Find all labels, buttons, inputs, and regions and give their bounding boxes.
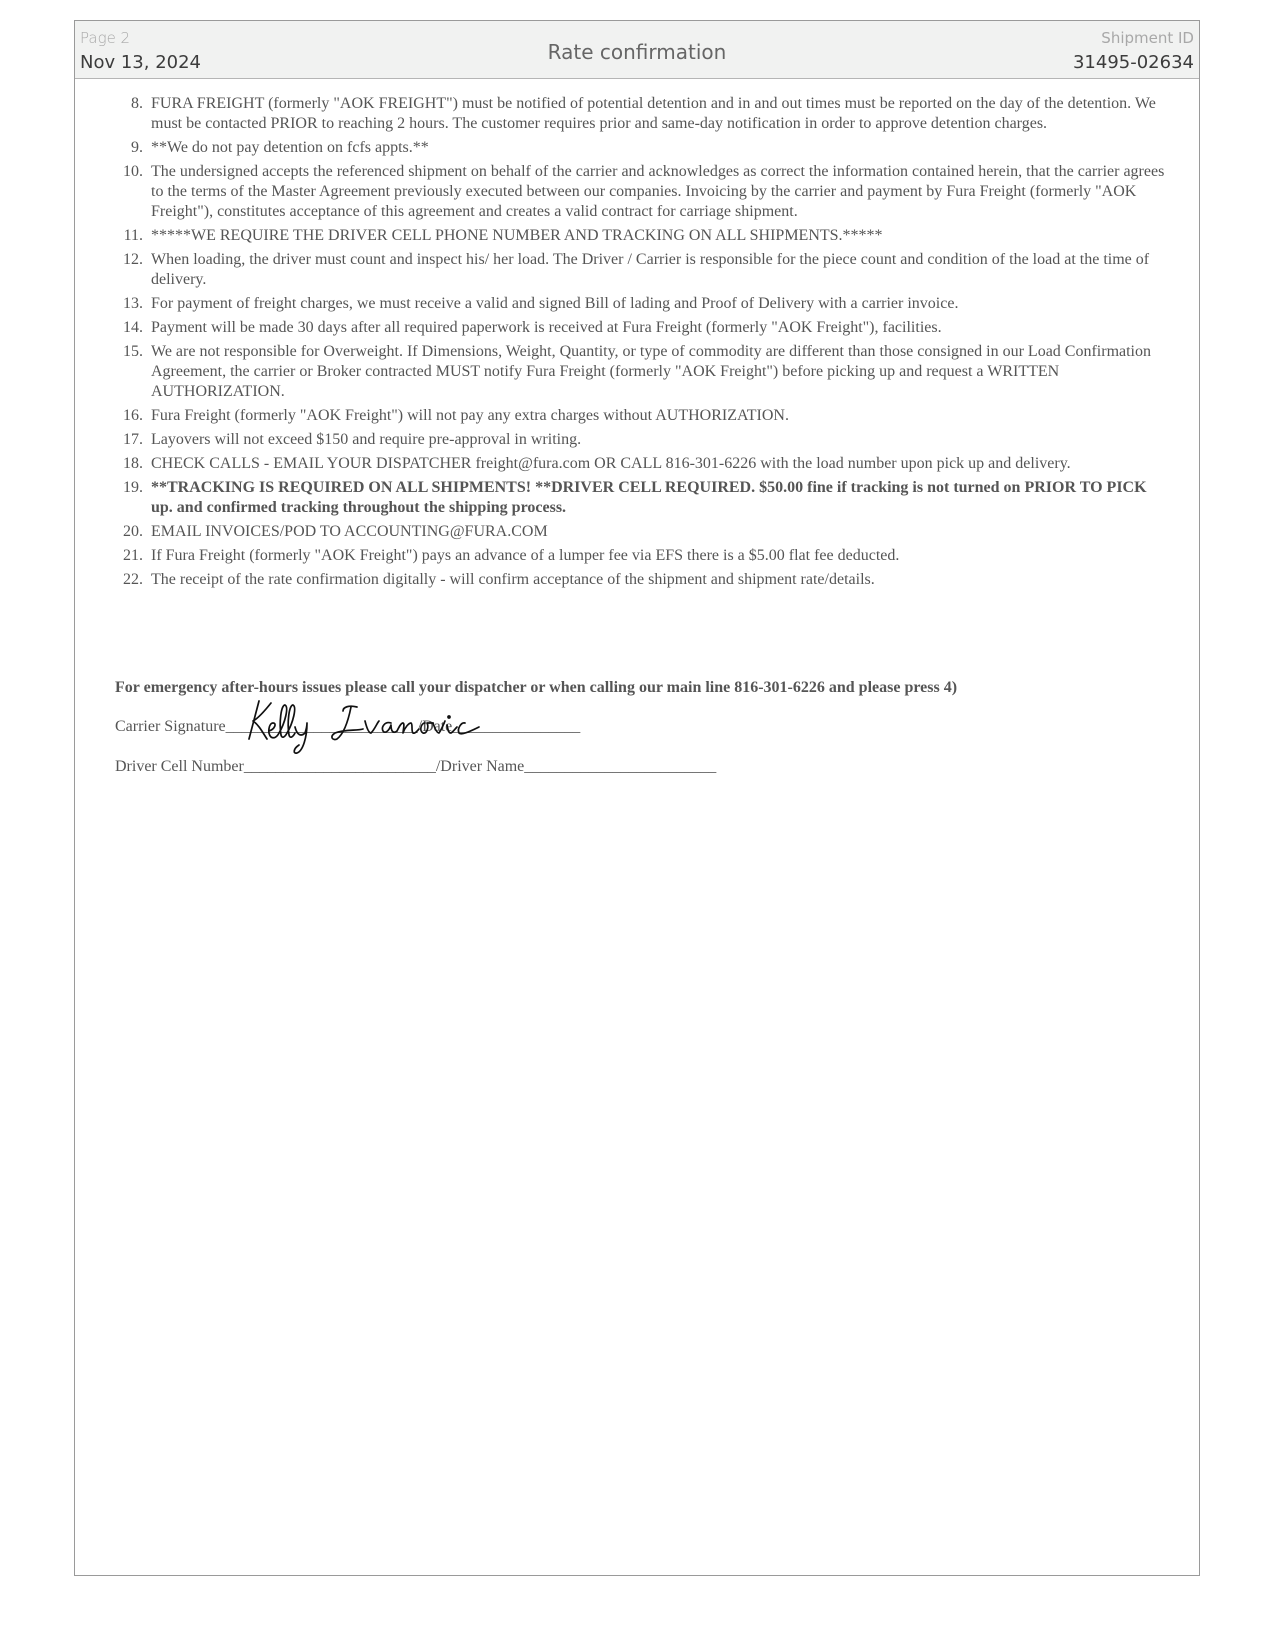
shipment-id-label: Shipment ID — [1101, 29, 1194, 47]
term-item — [115, 318, 1165, 338]
term-text: The receipt of the rate confirmation digitally - will confirm acceptance of the shipment and shipment rate/details. — [151, 571, 875, 588]
term-number: 22. — [123, 571, 143, 588]
term-text: Layovers will not exceed $150 and require pre-approval in writing. — [151, 431, 582, 448]
page-frame — [74, 20, 1200, 1576]
term-number: 18. — [123, 455, 143, 472]
terms-list — [115, 94, 1165, 594]
driver-info-row — [115, 758, 716, 776]
document-title: Rate confirmation — [547, 40, 727, 64]
page-number: Page 2 — [80, 29, 131, 47]
term-number: 11. — [123, 227, 143, 244]
date-line: ________________ — [452, 718, 581, 735]
term-text: **TRACKING IS REQUIRED ON ALL SHIPMENTS! **DRIVER CELL REQUIRED. $50.00 fine if tracking is not turned on PRIOR TO PICK up. and confirmed tracking throughout the shipping process. — [151, 479, 1147, 516]
term-item — [115, 430, 1165, 450]
term-item — [115, 546, 1165, 566]
driver-name-line: ________________________ — [524, 758, 717, 775]
term-item — [115, 478, 1165, 518]
carrier-signature-label: Carrier Signature — [115, 718, 226, 735]
term-item — [115, 522, 1165, 542]
term-text: Fura Freight (formerly "AOK Freight") will not pay any extra charges without AUTHORIZATION. — [151, 407, 789, 424]
term-number: 19. — [123, 479, 143, 496]
term-item — [115, 294, 1165, 314]
term-item — [115, 570, 1165, 590]
term-item — [115, 162, 1165, 222]
term-item — [115, 94, 1165, 134]
term-number: 13. — [123, 295, 143, 312]
term-item — [115, 406, 1165, 426]
driver-cell-label: Driver Cell Number — [115, 758, 244, 775]
term-text: For payment of freight charges, we must receive a valid and signed Bill of lading and Proof of Delivery with a carrier invoice. — [151, 295, 959, 312]
term-text: Payment will be made 30 days after all required paperwork is received at Fura Freight (formerly "AOK Freight"), facilities. — [151, 319, 942, 336]
term-item — [115, 454, 1165, 474]
term-number: 21. — [123, 547, 143, 564]
term-number: 8. — [131, 95, 143, 112]
term-text: FURA FREIGHT (formerly "AOK FREIGHT") must be notified of potential detention and in and out times must be reported on the day of the detention. We must be contacted PRIOR to reaching 2 hours. The customer requires prior and same-day notification in order to approve detention charges. — [151, 95, 1156, 132]
term-item — [115, 250, 1165, 290]
date-label: /Date — [417, 718, 453, 735]
term-number: 10. — [123, 163, 143, 180]
term-text: If Fura Freight (formerly "AOK Freight") pays an advance of a lumper fee via EFS there is a $5.00 flat fee deducted. — [151, 547, 900, 564]
term-number: 9. — [131, 139, 143, 156]
driver-name-label: /Driver Name — [435, 758, 525, 775]
term-number: 16. — [123, 407, 143, 424]
term-number: 17. — [123, 431, 143, 448]
term-text: *****WE REQUIRE THE DRIVER CELL PHONE NUMBER AND TRACKING ON ALL SHIPMENTS.***** — [151, 227, 883, 244]
page-header — [75, 21, 1199, 79]
shipment-id: 31495-02634 — [1072, 52, 1194, 73]
term-item — [115, 138, 1165, 158]
term-item — [115, 342, 1165, 402]
term-number: 14. — [123, 319, 143, 336]
carrier-signature-line: ________________________ — [225, 718, 418, 735]
term-number: 20. — [123, 523, 143, 540]
handwritten-signature — [245, 693, 495, 755]
term-item — [115, 226, 1165, 246]
document-date: Nov 13, 2024 — [80, 52, 202, 73]
term-text: We are not responsible for Overweight. If Dimensions, Weight, Quantity, or type of commodity are different than those consigned in our Load Confirmation Agreement, the carrier or Broker contracted MUST notify Fura Freight (formerly "AOK Freight") before picking up and request a WRITTEN AUTHORIZATION. — [151, 343, 1151, 400]
term-text: When loading, the driver must count and inspect his/ her load. The Driver / Carrier is responsible for the piece count and condition of the load at the time of delivery. — [151, 251, 1150, 288]
term-text: CHECK CALLS - EMAIL YOUR DISPATCHER freight@fura.com OR CALL 816-301-6226 with the load number upon pick up and delivery. — [151, 455, 1071, 472]
term-number: 15. — [123, 343, 143, 360]
term-number: 12. — [123, 251, 143, 268]
emergency-note: For emergency after-hours issues please call your dispatcher or when calling our main line 816-301-6226 and please press 4) — [115, 679, 958, 696]
term-text: The undersigned accepts the referenced shipment on behalf of the carrier and acknowledges as correct the information contained herein, that the carrier agrees to the terms of the Master Agreement previously executed between our companies. Invoicing by the carrier and payment by Fura Freight (formerly "AOK Freight"), constitutes acceptance of this agreement and creates a valid contract for carriage shipment. — [151, 163, 1165, 220]
term-text: **We do not pay detention on fcfs appts.** — [151, 139, 429, 156]
term-text: EMAIL INVOICES/POD TO ACCOUNTING@FURA.COM — [151, 523, 548, 540]
driver-cell-line: ________________________ — [243, 758, 436, 775]
